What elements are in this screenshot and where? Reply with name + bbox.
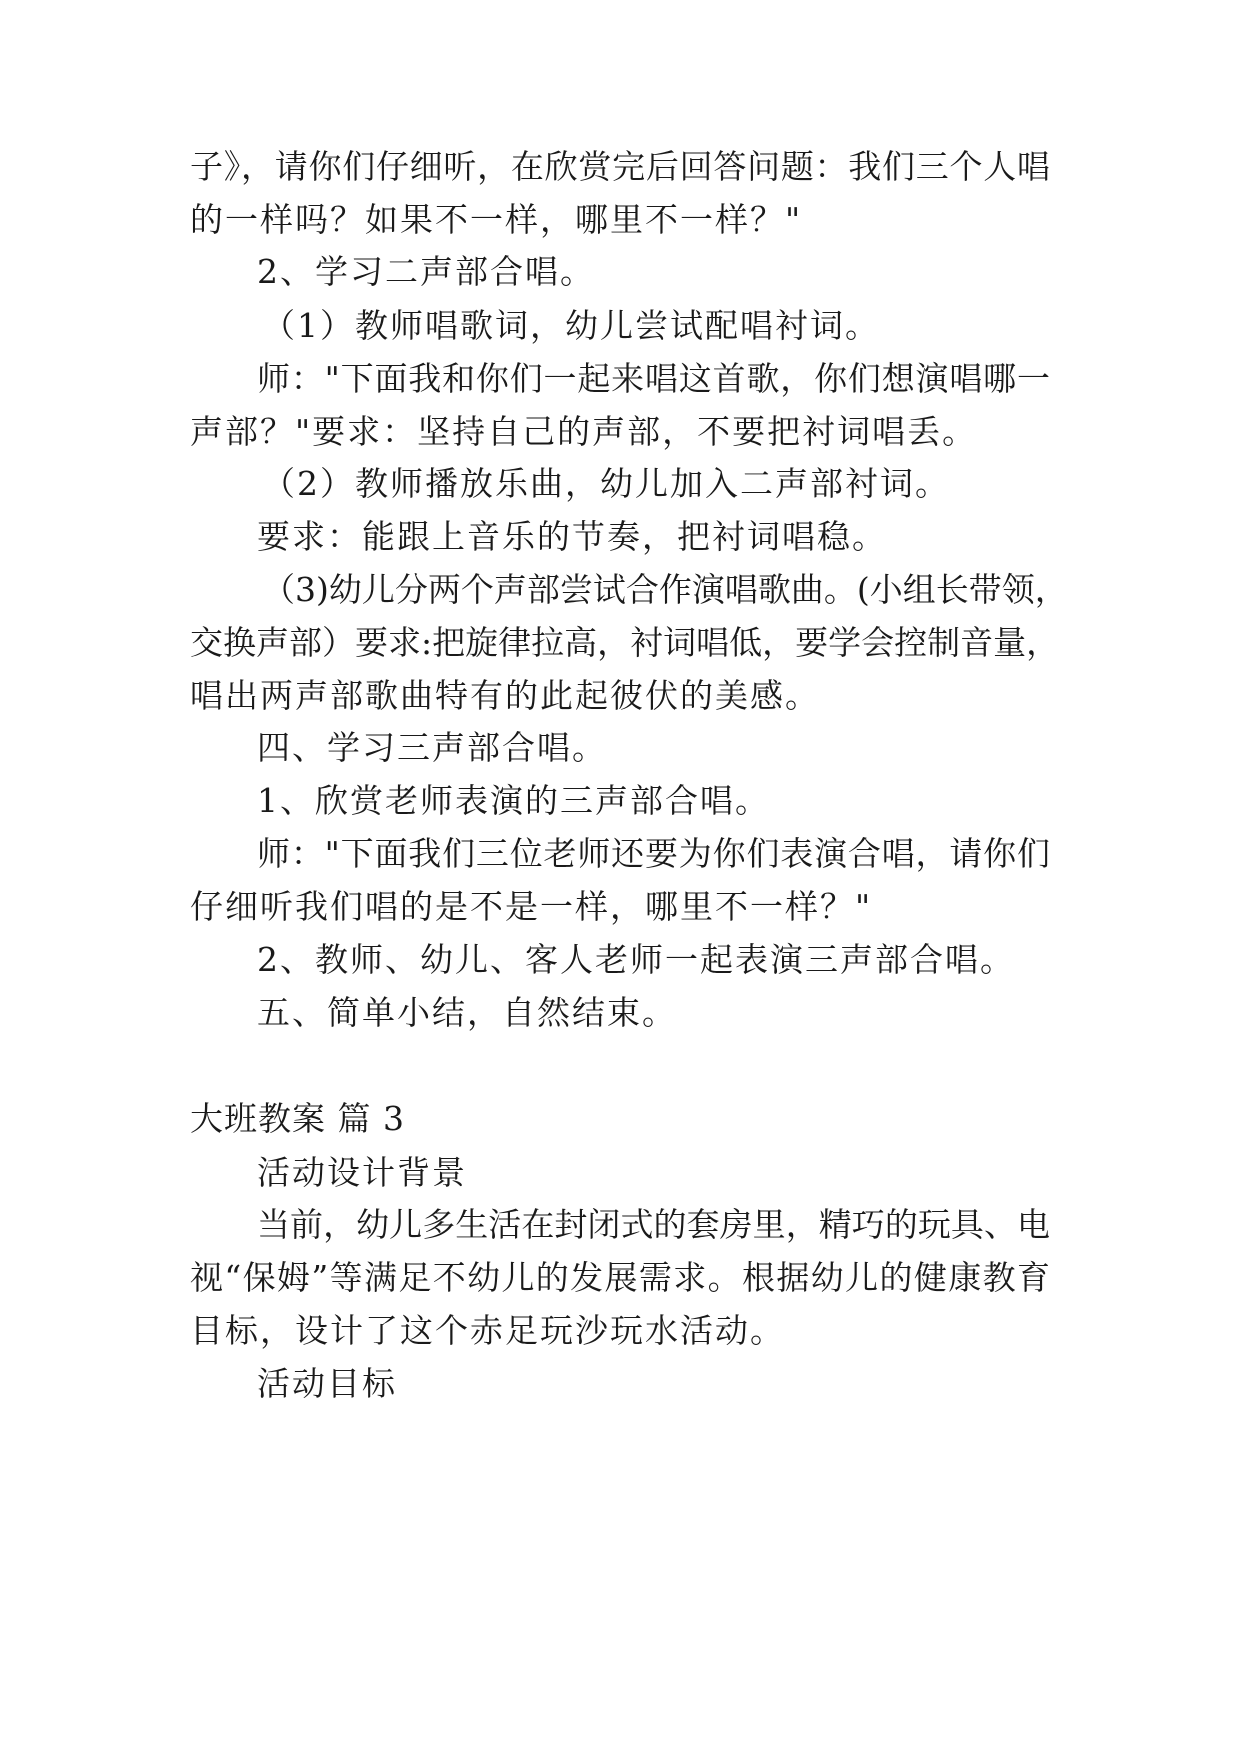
lesson-plan-title: 大班教案 篇 3 <box>190 1099 405 1138</box>
paragraph-line: 视“保姆”等满足不幼儿的发展需求。根据幼儿的健康教育 <box>190 1258 1050 1297</box>
paragraph-line: 的一样吗？如果不一样，哪里不一样？" <box>190 200 803 239</box>
subsection-heading: 活动目标 <box>257 1364 397 1403</box>
subsection-heading: 活动设计背景 <box>257 1153 467 1192</box>
section-item: 1、欣赏老师表演的三声部合唱。 <box>257 781 770 820</box>
section-heading: 五、简单小结，自然结束。 <box>257 993 677 1032</box>
section-item: 2、学习二声部合唱。 <box>257 252 595 291</box>
paragraph-line: 师："下面我和你们一起来唱这首歌，你们想演唱哪一 <box>257 359 1050 398</box>
paragraph-line: 交换声部）要求:把旋律拉高，衬词唱低，要学会控制音量， <box>190 623 1060 662</box>
paragraph-line: 当前，幼儿多生活在封闭式的套房里，精巧的玩具、电 <box>257 1205 1050 1244</box>
paragraph-line: 要求：能跟上音乐的节奏，把衬词唱稳。 <box>257 517 887 556</box>
paragraph-line: 唱出两声部歌曲特有的此起彼伏的美感。 <box>190 676 820 715</box>
section-heading: 四、学习三声部合唱。 <box>257 728 607 767</box>
section-item: 2、教师、幼儿、客人老师一起表演三声部合唱。 <box>257 940 1015 979</box>
paragraph-line: 目标，设计了这个赤足玩沙玩水活动。 <box>190 1311 785 1350</box>
sub-item: （1）教师唱歌词，幼儿尝试配唱衬词。 <box>262 306 880 345</box>
sub-item: （3)幼儿分两个声部尝试合作演唱歌曲。(小组长带领， <box>262 570 1068 609</box>
paragraph-line: 子》，请你们仔细听，在欣赏完后回答问题：我们三个人唱 <box>190 147 1050 186</box>
sub-item: （2）教师播放乐曲，幼儿加入二声部衬词。 <box>262 464 950 503</box>
paragraph-line: 仔细听我们唱的是不是一样，哪里不一样？" <box>190 887 873 926</box>
paragraph-line: 声部？"要求：坚持自己的声部，不要把衬词唱丢。 <box>190 412 978 451</box>
paragraph-line: 师："下面我们三位老师还要为你们表演合唱，请你们 <box>257 834 1050 873</box>
